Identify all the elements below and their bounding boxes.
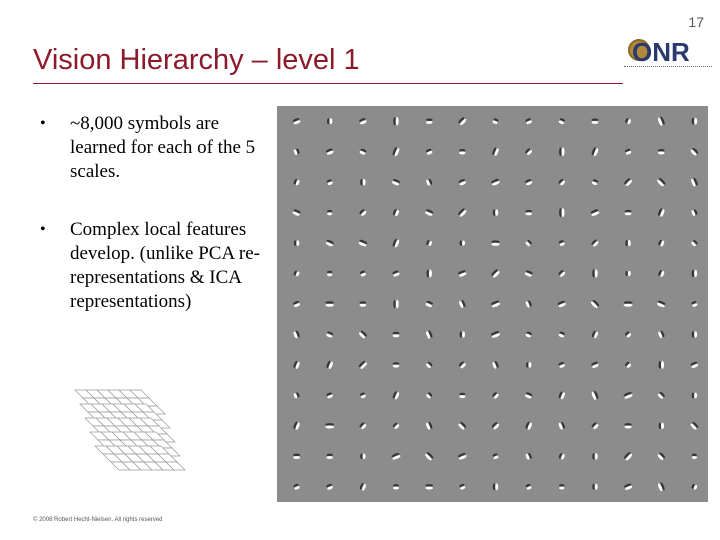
feature-detector xyxy=(359,482,367,491)
feature-detector xyxy=(393,332,400,337)
feature-detector xyxy=(591,239,600,248)
feature-detector xyxy=(493,483,498,490)
feature-detector xyxy=(690,361,699,369)
feature-detector xyxy=(392,147,400,157)
feature-detector xyxy=(492,118,499,125)
feature-detector xyxy=(590,299,600,309)
bullet-text: ~8,000 symbols are learned for each of the 5 scales. xyxy=(70,113,256,182)
feature-detector xyxy=(492,453,499,460)
feature-detector xyxy=(426,240,433,247)
feature-detector xyxy=(326,392,334,399)
feature-detector xyxy=(491,240,499,245)
feature-detector xyxy=(458,361,467,370)
feature-detector xyxy=(457,208,467,218)
feature-detector xyxy=(623,451,633,461)
feature-detector xyxy=(625,271,630,276)
feature-detector xyxy=(360,179,365,186)
feature-detector xyxy=(325,148,334,156)
feature-detector xyxy=(692,454,697,459)
feature-detector xyxy=(493,209,498,215)
feature-detector xyxy=(359,422,367,430)
feature-detector xyxy=(525,421,533,430)
feature-detector xyxy=(558,453,565,461)
feature-detector xyxy=(327,210,332,215)
feature-detector xyxy=(491,391,499,399)
feature-detector xyxy=(623,391,633,399)
feature-detector xyxy=(293,178,300,186)
feature-detector xyxy=(558,331,565,338)
feature-detector xyxy=(526,362,531,368)
bullet-text: Complex local features develop. (unlike PCA re-representations & ICA representations) xyxy=(70,219,260,312)
feature-detector xyxy=(491,178,501,186)
feature-detector xyxy=(360,301,367,306)
onr-logo-text: ONR xyxy=(632,37,690,67)
feature-detector xyxy=(558,361,566,368)
feature-detector xyxy=(426,178,433,186)
feature-detector xyxy=(359,208,367,216)
feature-detector xyxy=(425,361,433,369)
feature-detector xyxy=(557,300,566,308)
feature-detector xyxy=(591,422,599,430)
feature-detector xyxy=(327,118,332,124)
feature-detector xyxy=(659,361,664,369)
feature-detector xyxy=(426,119,433,124)
feature-detector xyxy=(293,300,301,307)
feature-detector xyxy=(293,360,301,369)
feature-detector xyxy=(325,239,334,247)
feature-detector xyxy=(657,208,665,218)
feature-detector xyxy=(358,360,368,370)
feature-detector xyxy=(392,391,400,400)
feature-detector xyxy=(458,269,467,277)
feature-detector xyxy=(425,484,433,489)
feature-detector xyxy=(690,421,699,430)
feature-detector xyxy=(624,483,633,491)
feature-detector xyxy=(391,178,400,186)
title-underline xyxy=(33,83,623,84)
feature-detector xyxy=(525,300,533,308)
feature-detector xyxy=(558,391,566,400)
feature-detector xyxy=(592,269,597,278)
feature-detector xyxy=(293,421,301,430)
feature-detector xyxy=(492,361,500,370)
feature-detector xyxy=(359,117,368,125)
feature-detector xyxy=(525,483,532,490)
feature-detector xyxy=(691,300,698,307)
feature-detector xyxy=(293,148,300,155)
feature-detector xyxy=(690,147,699,156)
feature-detector xyxy=(359,148,367,155)
feature-detector xyxy=(525,118,533,125)
feature-detector xyxy=(491,147,499,157)
page-number: 17 xyxy=(688,14,704,30)
feature-detector xyxy=(657,391,666,400)
feature-detector xyxy=(325,301,334,306)
feature-detector xyxy=(391,452,401,460)
feature-detector xyxy=(393,300,398,309)
feature-detector xyxy=(491,269,501,279)
feature-detector xyxy=(459,149,465,154)
feature-detector xyxy=(692,392,697,398)
feature-detector xyxy=(558,240,565,247)
feature-detector xyxy=(392,270,400,278)
feature-detector xyxy=(691,209,698,217)
feature-detector xyxy=(525,331,532,338)
feature-detector xyxy=(392,238,400,248)
feature-detector xyxy=(657,116,665,126)
feature-detector xyxy=(327,271,332,276)
feature-detector xyxy=(326,454,333,459)
feature-detector xyxy=(458,116,468,126)
feature-detector xyxy=(657,330,665,339)
bullet-dot-icon: • xyxy=(40,221,46,238)
feature-detector xyxy=(358,330,368,340)
feature-detector xyxy=(393,362,400,367)
bullet-list xyxy=(40,112,275,348)
feature-detector xyxy=(393,117,398,126)
feature-detector xyxy=(659,423,664,430)
feature-detector xyxy=(625,210,632,215)
feature-detector xyxy=(658,270,665,278)
feature-detector xyxy=(425,148,433,155)
slide-title: Vision Hierarchy – level 1 xyxy=(33,44,360,76)
feature-detector xyxy=(425,330,433,339)
bullet-item xyxy=(40,218,275,314)
feature-detector xyxy=(393,484,399,489)
feature-detector xyxy=(692,331,697,338)
feature-detector xyxy=(525,210,532,215)
feature-detector xyxy=(692,118,697,125)
feature-detector xyxy=(525,148,533,156)
feature-detector xyxy=(591,179,598,186)
feature-detector xyxy=(558,178,566,186)
feature-detector xyxy=(624,331,631,338)
feature-detector xyxy=(359,392,366,399)
feature-detector xyxy=(658,239,665,247)
feature-detector xyxy=(427,269,432,277)
feature-detector xyxy=(293,330,301,339)
feature-detector xyxy=(293,454,300,459)
feature-detector xyxy=(326,179,333,186)
layered-grid-stack-icon xyxy=(70,380,200,500)
feature-detector xyxy=(691,483,698,490)
feature-detector xyxy=(293,483,300,490)
feature-detector xyxy=(624,301,633,306)
feature-detector xyxy=(359,270,366,277)
feature-detector xyxy=(490,300,500,308)
feature-detector xyxy=(293,392,300,399)
feature-detector xyxy=(624,361,631,368)
feature-detector xyxy=(458,299,466,308)
feature-detector xyxy=(425,421,433,430)
feature-detector xyxy=(658,149,665,154)
feature-detector xyxy=(592,119,599,124)
copyright-notice: © 2008 Robert Hecht-Nielsen. All rights reserved xyxy=(33,517,163,523)
bullet-dot-icon: • xyxy=(40,115,46,132)
feature-detector xyxy=(624,148,632,155)
feature-detector xyxy=(424,451,434,461)
feature-detector xyxy=(524,270,533,278)
feature-detector xyxy=(559,147,564,156)
receptive-field-grid-icon xyxy=(277,106,708,502)
feature-detector xyxy=(392,209,400,217)
feature-detector xyxy=(690,177,698,187)
feature-detector xyxy=(425,392,432,399)
feature-detector xyxy=(591,330,599,339)
feature-detector xyxy=(592,453,597,459)
feature-detector xyxy=(460,331,465,337)
feature-detector xyxy=(326,331,334,339)
feature-detector xyxy=(624,423,631,428)
feature-detector xyxy=(559,484,564,489)
feature-detector xyxy=(459,393,465,398)
feature-detector xyxy=(360,454,365,460)
onr-logo-tagline xyxy=(624,66,712,71)
feature-detector xyxy=(591,147,599,157)
feature-detector xyxy=(424,209,433,217)
feature-detector xyxy=(656,300,666,308)
feature-detector xyxy=(559,208,564,217)
feature-detector xyxy=(558,269,566,277)
feature-detector xyxy=(326,483,334,490)
feature-detector xyxy=(592,484,597,490)
feature-detector xyxy=(460,241,465,246)
feature-detector xyxy=(625,118,632,125)
feature-detector xyxy=(525,178,533,186)
feature-detector xyxy=(292,117,301,125)
feature-detector xyxy=(656,177,666,187)
feature-detector xyxy=(623,177,633,187)
feature-detector xyxy=(294,240,299,246)
feature-detector xyxy=(590,208,600,216)
feature-detector xyxy=(525,239,533,247)
feature-detector xyxy=(425,300,434,308)
feature-detector xyxy=(293,270,300,277)
feature-detector xyxy=(625,240,630,246)
receptive-field-grid xyxy=(277,106,708,502)
bullet-item xyxy=(40,112,275,184)
feature-detector xyxy=(558,118,565,125)
feature-detector xyxy=(691,239,699,247)
feature-detector xyxy=(525,452,532,460)
feature-detector xyxy=(657,482,665,492)
feature-detector xyxy=(358,239,368,247)
feature-detector xyxy=(692,270,697,277)
feature-detector xyxy=(457,452,467,460)
feature-detector xyxy=(490,330,500,338)
feature-detector xyxy=(459,483,466,490)
feature-detector xyxy=(325,423,334,428)
feature-detector xyxy=(392,422,400,430)
feature-detector xyxy=(458,178,467,186)
feature-detector xyxy=(591,361,600,369)
feature-detector xyxy=(524,392,533,400)
feature-detector xyxy=(326,360,334,369)
onr-logo xyxy=(622,35,712,75)
feature-detector xyxy=(491,421,500,430)
feature-detector xyxy=(591,390,599,400)
feature-detector xyxy=(458,421,467,430)
feature-detector xyxy=(292,209,301,217)
feature-detector xyxy=(558,421,566,430)
feature-detector xyxy=(657,452,666,461)
